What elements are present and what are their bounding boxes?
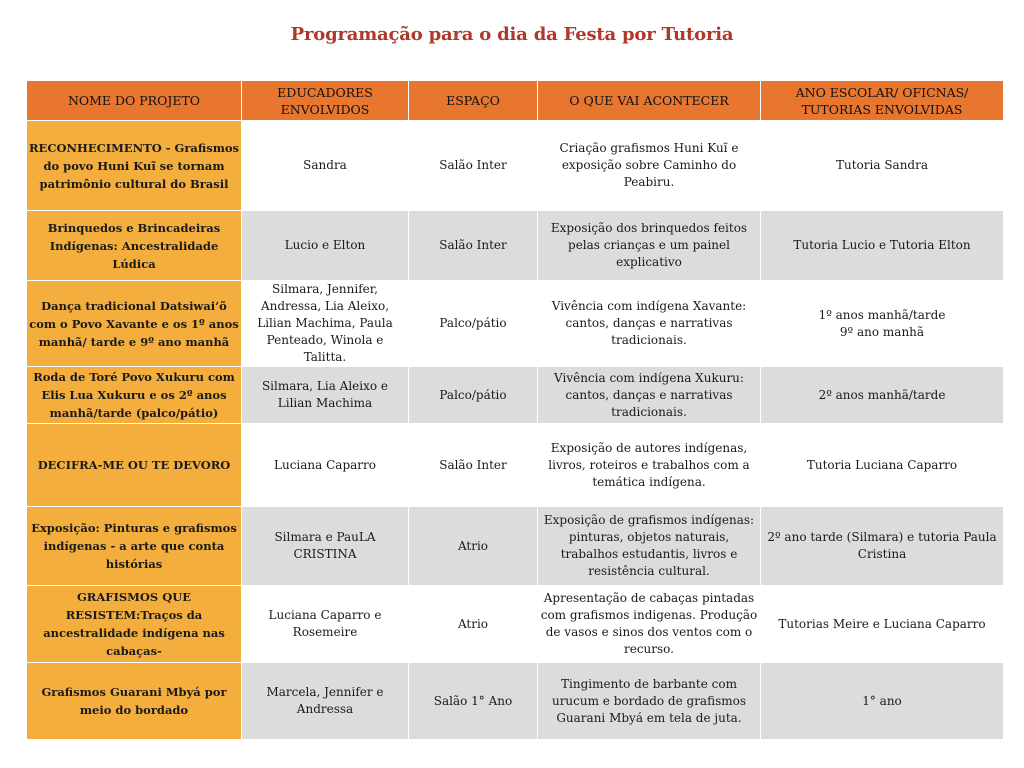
cell-projeto: Dança tradicional Datsiwai’õ com o Povo Xavante e os 1º anos manhã/ tarde e 9º ano manhã bbox=[27, 281, 241, 366]
cell-acontecer: Criação grafismos Huni Kuĩ e exposição sobre Caminho do Peabiru. bbox=[538, 121, 760, 210]
cell-ano: Tutoria Sandra bbox=[761, 121, 1003, 210]
cell-projeto: Roda de Toré Povo Xukuru com Elis Lua Xukuru e os 2º anos manhã/tarde (palco/pátio) bbox=[27, 367, 241, 423]
cell-projeto: RECONHECIMENTO - Grafismos do povo Huni Kuĩ se tornam patrimônio cultural do Brasil bbox=[27, 121, 241, 210]
cell-acontecer: Vivência com indígena Xavante: cantos, danças e narrativas tradicionais. bbox=[538, 281, 760, 366]
cell-acontecer: Exposição de autores indígenas, livros, roteiros e trabalhos com a temática indígena. bbox=[538, 424, 760, 506]
cell-ano bbox=[761, 281, 1003, 366]
cell-ano-line: 1º anos manhã/tarde bbox=[818, 307, 946, 322]
schedule-table bbox=[26, 80, 1004, 740]
cell-ano-line: 9º ano manhã bbox=[839, 324, 925, 339]
cell-espaco: Palco/pátio bbox=[409, 281, 537, 366]
table-row bbox=[27, 424, 1003, 506]
table-row bbox=[27, 281, 1003, 366]
cell-educadores: Silmara, Lia Aleixo e Lilian Machima bbox=[242, 367, 408, 423]
cell-acontecer: Apresentação de cabaças pintadas com grafismos indigenas. Produção de vasos e sinos dos ventos com o recurso. bbox=[538, 586, 760, 662]
cell-espaco: Atrio bbox=[409, 507, 537, 585]
table-row bbox=[27, 367, 1003, 423]
table-row bbox=[27, 211, 1003, 280]
cell-espaco: Palco/pátio bbox=[409, 367, 537, 423]
cell-projeto: GRAFISMOS QUE RESISTEM:Traços da ancestralidade indígena nas cabaças- bbox=[27, 586, 241, 662]
cell-espaco: Salão 1° Ano bbox=[409, 663, 537, 739]
header-o-que-vai-acontecer: O QUE VAI ACONTECER bbox=[538, 81, 760, 120]
header-educadores: EDUCADORES ENVOLVIDOS bbox=[242, 81, 408, 120]
cell-acontecer: Exposição de grafismos indígenas: pinturas, objetos naturais, trabalhos estudantis, livros e resistência cultural. bbox=[538, 507, 760, 585]
header-espaco: ESPAÇO bbox=[409, 81, 537, 120]
header-ano-escolar: ANO ESCOLAR/ OFICNAS/ TUTORIAS ENVOLVIDAS bbox=[761, 81, 1003, 120]
cell-ano: 1° ano bbox=[761, 663, 1003, 739]
cell-acontecer: Exposição dos brinquedos feitos pelas crianças e um painel explicativo bbox=[538, 211, 760, 280]
cell-ano: Tutoria Luciana Caparro bbox=[761, 424, 1003, 506]
cell-projeto: Brinquedos e Brincadeiras Indígenas: Ancestralidade Lúdica bbox=[27, 211, 241, 280]
cell-espaco: Salão Inter bbox=[409, 121, 537, 210]
cell-educadores: Luciana Caparro bbox=[242, 424, 408, 506]
cell-educadores: Luciana Caparro e Rosemeire bbox=[242, 586, 408, 662]
cell-espaco: Atrio bbox=[409, 586, 537, 662]
cell-educadores: Silmara e PauLA CRISTINA bbox=[242, 507, 408, 585]
cell-ano: 2º anos manhã/tarde bbox=[761, 367, 1003, 423]
cell-acontecer: Vivência com indígena Xukuru: cantos, danças e narrativas tradicionais. bbox=[538, 367, 760, 423]
table-row bbox=[27, 121, 1003, 210]
cell-espaco: Salão Inter bbox=[409, 211, 537, 280]
cell-projeto: Grafismos Guarani Mbyá por meio do bordado bbox=[27, 663, 241, 739]
cell-espaco: Salão Inter bbox=[409, 424, 537, 506]
cell-educadores: Sandra bbox=[242, 121, 408, 210]
page-title: Programação para o dia da Festa por Tutoria bbox=[290, 24, 734, 45]
table-row bbox=[27, 586, 1003, 662]
cell-ano: Tutoria Lucio e Tutoria Elton bbox=[761, 211, 1003, 280]
cell-ano: Tutorias Meire e Luciana Caparro bbox=[761, 586, 1003, 662]
cell-projeto: Exposição: Pinturas e grafismos indígenas - a arte que conta histórias bbox=[27, 507, 241, 585]
cell-ano: 2º ano tarde (Silmara) e tutoria Paula Cristina bbox=[761, 507, 1003, 585]
cell-acontecer: Tingimento de barbante com urucum e bordado de grafismos Guarani Mbyá em tela de juta. bbox=[538, 663, 760, 739]
cell-educadores: Lucio e Elton bbox=[242, 211, 408, 280]
cell-projeto: DECIFRA-ME OU TE DEVORO bbox=[27, 424, 241, 506]
header-row bbox=[27, 81, 1003, 120]
table-row bbox=[27, 507, 1003, 585]
cell-educadores: Silmara, Jennifer, Andressa, Lia Aleixo, Lilian Machima, Paula Penteado, Winola e Talitta. bbox=[242, 281, 408, 366]
table-row bbox=[27, 663, 1003, 739]
cell-educadores: Marcela, Jennifer e Andressa bbox=[242, 663, 408, 739]
header-nome-projeto: NOME DO PROJETO bbox=[27, 81, 241, 120]
